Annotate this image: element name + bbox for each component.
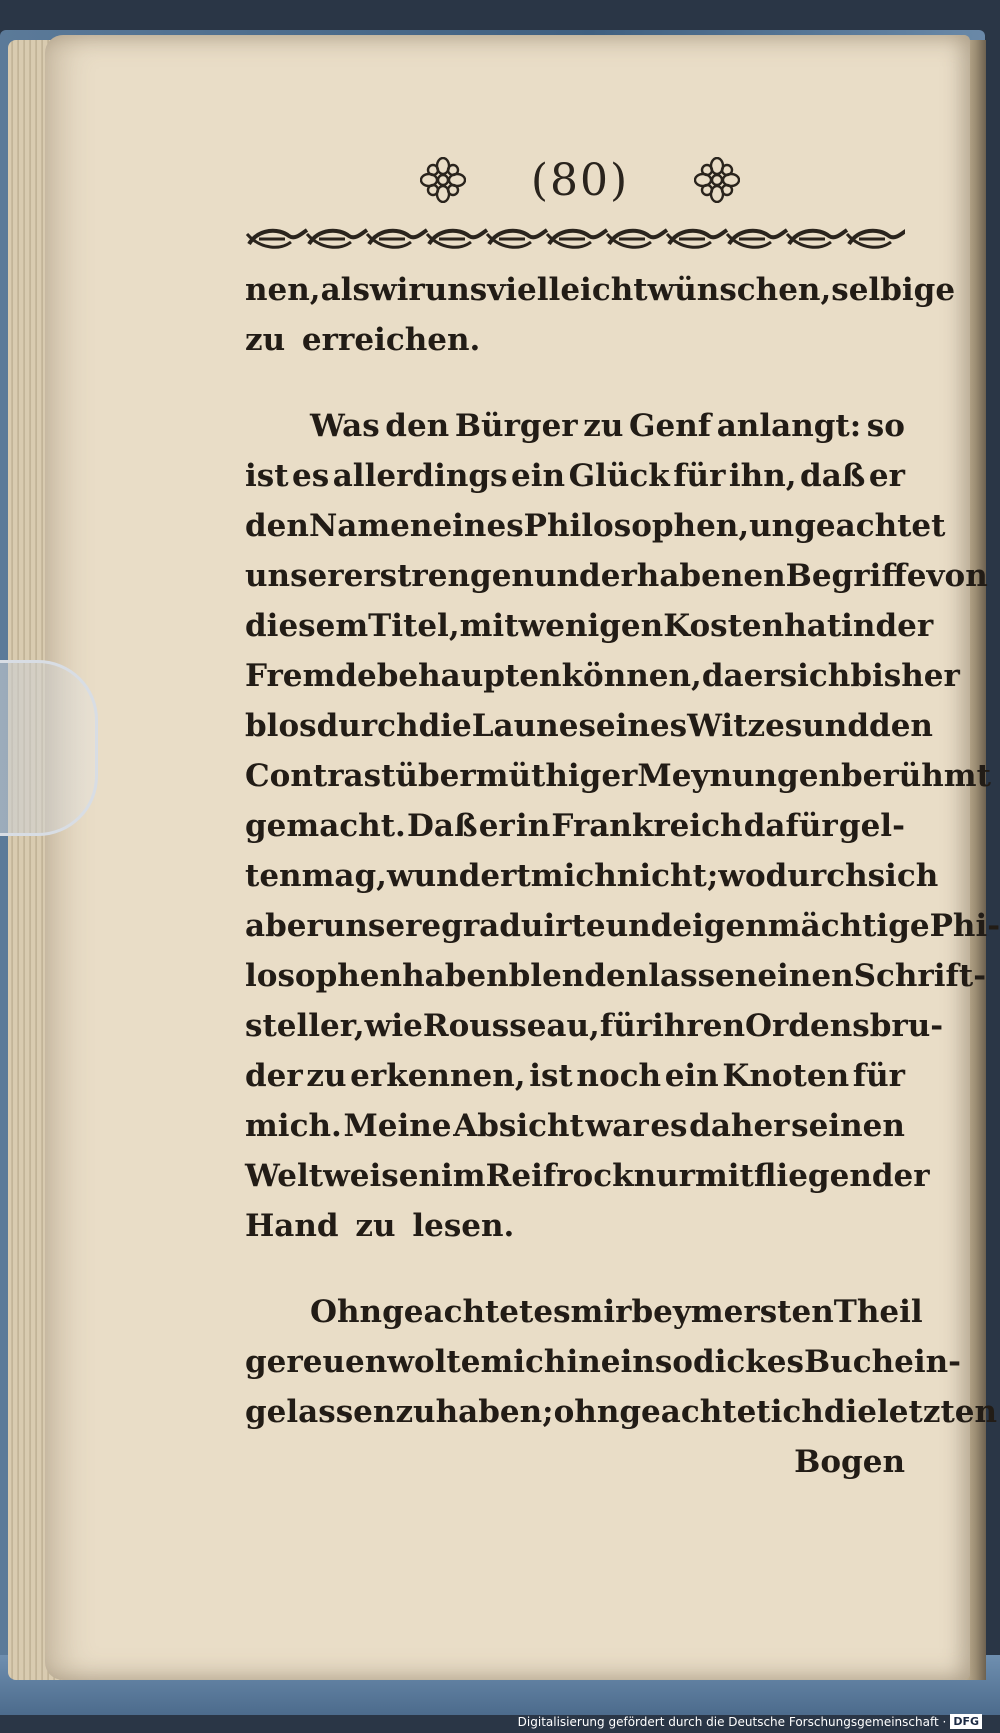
page-number: (80): [530, 154, 630, 206]
text-line: gelassen zu haben; ohngeachtet ich die letzten: [245, 1394, 998, 1430]
text-line: losophen haben blenden lassen einen Schrift-: [245, 958, 987, 994]
text-line: gemacht. Daß er in Frankreich dafür gel-: [245, 808, 905, 844]
page-header: [420, 150, 740, 210]
text-line: ten mag, wundert mich nicht; wodurch sich: [245, 858, 939, 894]
text-line: gereuen wolte mich in ein so dickes Buch ein-: [245, 1344, 962, 1380]
text-line: Bogen: [794, 1444, 905, 1480]
paragraph-gap: [245, 365, 905, 401]
text-line: zu erreichen.: [245, 322, 481, 358]
footer-credit-text: Digitalisierung gefördert durch die Deutsche Forschungsgemeinschaft ·: [517, 1714, 947, 1729]
text-line: mich. Meine Absicht war es daher seinen: [245, 1108, 905, 1144]
body-text: [245, 265, 1000, 1487]
text-line: Contrast übermüthiger Meynungen berühmt: [245, 758, 991, 794]
text-line: Ohngeachtet es mir beym ersten Theil: [310, 1294, 923, 1330]
text-line: der zu erkennen, ist noch ein Knoten für: [245, 1058, 905, 1094]
text-line: ist es allerdings ein Glück für ihn, daß er: [245, 458, 905, 494]
text-line: blos durch die Laune seines Witzes und den: [245, 708, 933, 744]
text-line: Was den Bürger zu Genf anlangt: so: [310, 408, 905, 444]
text-line: unserer strengen und erhabenen Begriffe von: [245, 558, 988, 594]
rosette-icon: [420, 157, 466, 203]
paragraph-gap: [245, 1251, 905, 1287]
rosette-icon: [694, 157, 740, 203]
text-line: Fremde behaupten können, da er sich bisher: [245, 658, 960, 694]
text-line: diesem Titel, mit wenigen Kosten hat in der: [245, 608, 934, 644]
bookmark-clip: [0, 660, 98, 836]
dfg-logo: DFG: [950, 1714, 982, 1729]
text-line: aber unsere graduirte und eigenmächtige Phi-: [245, 908, 1000, 944]
text-line: steller, wie Rousseau, für ihren Ordensbru-: [245, 1008, 944, 1044]
text-line: Weltweisen im Reifrock nur mit fliegender: [245, 1158, 930, 1194]
chain-ornament-icon: [245, 214, 905, 262]
text-line: Hand zu lesen.: [245, 1208, 515, 1244]
text-line: nen, als wir uns vielleicht wünschen, selbige: [245, 272, 956, 308]
text-line: den Namen eines Philosophen, ungeachtet: [245, 508, 946, 544]
footer-credit: [518, 1714, 982, 1729]
